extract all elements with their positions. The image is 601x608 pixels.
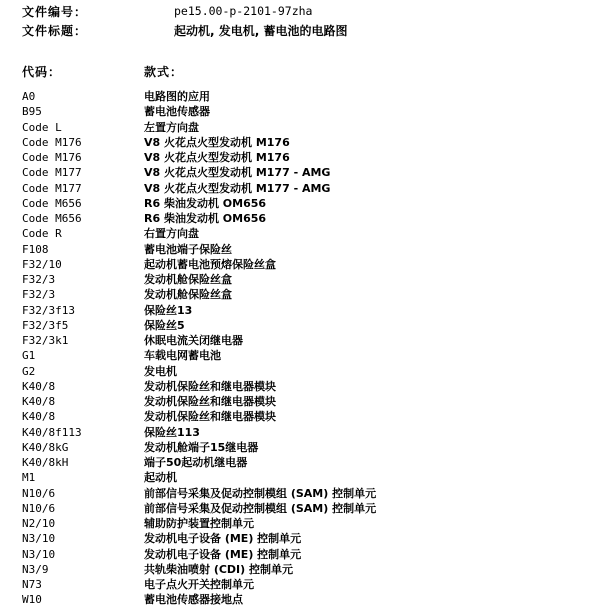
component-description: 共轨柴油喷射 (CDI) 控制单元 xyxy=(144,562,294,576)
table-row xyxy=(0,303,601,318)
table-row xyxy=(0,440,601,455)
table-row xyxy=(0,211,601,226)
component-code: K40/8 xyxy=(22,395,56,408)
table-row xyxy=(0,592,601,607)
component-code: N10/6 xyxy=(22,501,56,515)
component-code: N10/6 xyxy=(22,486,56,500)
component-code: N2/10 xyxy=(22,517,56,530)
table-row xyxy=(0,272,601,287)
component-code: F32/3k1 xyxy=(22,334,69,347)
component-code: Code M176 xyxy=(22,135,82,149)
component-code: F32/10 xyxy=(22,257,62,271)
doc-title-label: 文件标题： xyxy=(22,24,88,38)
table-row xyxy=(0,226,601,241)
component-code: N73 xyxy=(22,578,42,591)
component-description: V8 火花点火型发动机 M177 - AMG xyxy=(144,181,331,195)
component-description: 发动机电子设备 (ME) 控制单元 xyxy=(144,532,302,546)
table-row xyxy=(0,379,601,394)
component-code: K40/8kG xyxy=(22,440,69,454)
component-description: 前部信号采集及促动控制模组 (SAM) 控制单元 xyxy=(144,501,377,515)
table-row xyxy=(0,470,601,485)
component-code: F32/3f5 xyxy=(22,318,69,332)
table-row xyxy=(0,455,601,470)
component-description: 保险丝113 xyxy=(144,425,200,439)
component-description: 发动机保险丝和继电器模块 xyxy=(144,379,276,393)
component-description: 发动机舱保险丝盒 xyxy=(144,288,232,302)
component-code: N3/10 xyxy=(22,532,56,546)
table-row xyxy=(0,181,601,196)
component-description: 发动机舱保险丝盒 xyxy=(144,273,232,286)
component-description: 前部信号采集及促动控制模组 (SAM) 控制单元 xyxy=(144,486,377,500)
table-row xyxy=(0,104,601,119)
component-code: M1 xyxy=(22,471,36,485)
table-row xyxy=(0,425,601,440)
component-description: R6 柴油发动机 OM656 xyxy=(144,212,267,225)
component-description: 发动机保险丝和继电器模块 xyxy=(144,410,276,424)
table-row xyxy=(0,287,601,302)
table-row xyxy=(0,333,601,348)
component-code: Code M177 xyxy=(22,181,82,195)
doc-number-label: 文件编号： xyxy=(22,5,88,19)
component-description: 发动机保险丝和继电器模块 xyxy=(144,395,276,408)
component-code: G2 xyxy=(22,364,36,378)
component-description: 右置方向盘 xyxy=(144,227,199,241)
component-description: V8 火花点火型发动机 M176 xyxy=(144,135,290,149)
table-row xyxy=(0,242,601,257)
component-description: 发动机舱端子15继电器 xyxy=(144,440,259,454)
table-row xyxy=(0,562,601,577)
table-row xyxy=(0,135,601,150)
component-code: Code L xyxy=(22,120,62,134)
component-code: N3/10 xyxy=(22,547,56,561)
component-description: V8 火花点火型发动机 M176 xyxy=(144,151,290,164)
table-row xyxy=(0,318,601,333)
table-row xyxy=(0,165,601,180)
table-row xyxy=(0,547,601,562)
component-list xyxy=(0,89,601,608)
component-description: 起动机 xyxy=(144,471,177,485)
component-description: 辅助防护装置控制单元 xyxy=(144,517,254,530)
component-description: 蓄电池传感器 xyxy=(144,105,210,119)
component-description: 蓄电池端子保险丝 xyxy=(144,242,232,256)
component-code: Code M176 xyxy=(22,151,82,164)
component-code: F32/3 xyxy=(22,273,56,286)
component-code: K40/8f113 xyxy=(22,425,82,439)
component-description: 保险丝13 xyxy=(144,303,193,317)
component-code: G1 xyxy=(22,349,36,363)
table-row xyxy=(0,501,601,516)
component-code: Code R xyxy=(22,227,62,241)
component-code: Code M177 xyxy=(22,166,82,180)
table-row xyxy=(0,531,601,546)
component-description: 电路图的应用 xyxy=(144,90,210,103)
table-row xyxy=(0,348,601,363)
component-code: F32/3f13 xyxy=(22,303,75,317)
component-description: 发动机电子设备 (ME) 控制单元 xyxy=(144,547,302,561)
component-description: 左置方向盘 xyxy=(144,120,199,134)
doc-number-value: pe15.00-p-2101-97zha xyxy=(174,4,313,18)
table-row xyxy=(0,486,601,501)
component-description: V8 火花点火型发动机 M177 - AMG xyxy=(144,166,331,180)
table-row xyxy=(0,89,601,104)
table-row xyxy=(0,394,601,409)
component-description: 端子50起动机继电器 xyxy=(144,456,248,469)
component-code: F108 xyxy=(22,242,49,256)
component-description: 休眠电流关闭继电器 xyxy=(144,334,243,347)
component-code: A0 xyxy=(22,90,36,103)
component-code: K40/8 xyxy=(22,379,56,393)
table-row xyxy=(0,120,601,135)
component-code: K40/8kH xyxy=(22,456,69,469)
component-description: 车载电网蓄电池 xyxy=(144,349,221,363)
component-code: F32/3 xyxy=(22,288,56,302)
component-code: Code M656 xyxy=(22,196,82,210)
component-code: N3/9 xyxy=(22,562,49,576)
table-row xyxy=(0,516,601,531)
component-description: 起动机蓄电池预熔保险丝盒 xyxy=(144,257,276,271)
code-column-header: 代码： xyxy=(22,65,62,79)
description-column-header: 款式： xyxy=(144,65,184,79)
component-description: 电子点火开关控制单元 xyxy=(144,578,254,591)
component-description: 保险丝5 xyxy=(144,318,185,332)
component-description: R6 柴油发动机 OM656 xyxy=(144,196,267,210)
component-description: 发电机 xyxy=(144,364,177,378)
table-row xyxy=(0,257,601,272)
component-code: W10 xyxy=(22,593,42,607)
table-row xyxy=(0,196,601,211)
table-row xyxy=(0,150,601,165)
table-row xyxy=(0,409,601,424)
table-row xyxy=(0,364,601,379)
component-description: 蓄电池传感器接地点 xyxy=(144,593,243,607)
component-code: K40/8 xyxy=(22,410,56,424)
component-code: B95 xyxy=(22,105,42,119)
doc-title-value: 起动机, 发电机, 蓄电池的电路图 xyxy=(174,24,348,38)
table-row xyxy=(0,577,601,592)
component-code: Code M656 xyxy=(22,212,82,225)
